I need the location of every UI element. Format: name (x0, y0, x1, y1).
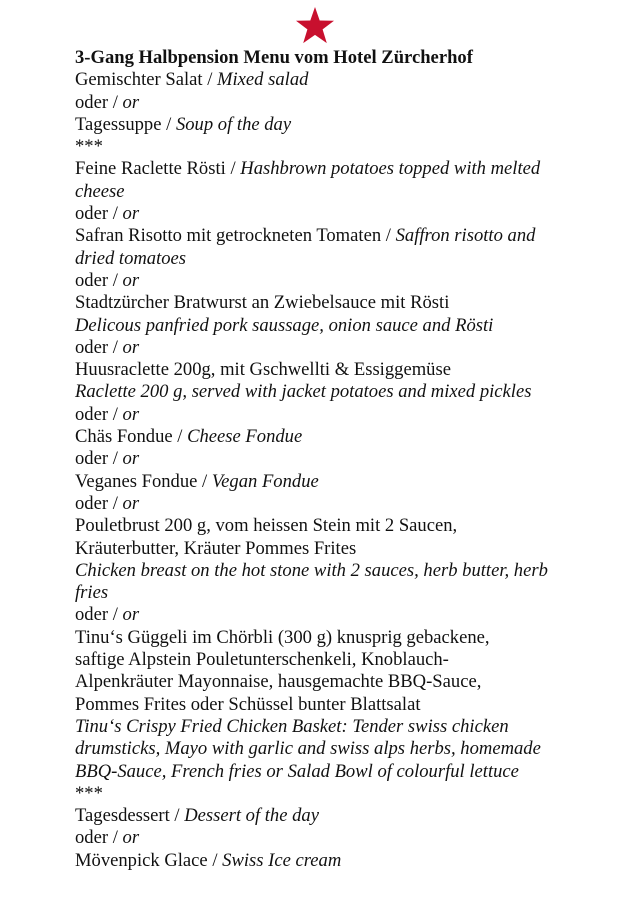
or-divider (75, 337, 570, 359)
course-item-huusraclette-de: Huusraclette 200g, mit Gschwellti & Essiggemüse (75, 359, 451, 381)
item-name-de: Chäs Fondue (75, 426, 173, 448)
course-item-guggeli-de-line-4: Pommes Frites oder Schüssel bunter Blattsalat (75, 693, 421, 715)
separator: / (225, 158, 241, 180)
or-divider (75, 92, 570, 114)
course-item-ice-cream (75, 850, 570, 872)
separator: / (172, 426, 188, 448)
or-en: or (122, 91, 140, 113)
course-item-guggeli-de-line-2: saftige Alpstein Pouletunterschenkeli, Knoblauch- (75, 649, 449, 671)
separator: / (108, 91, 123, 113)
separator: / (108, 827, 123, 849)
separator: / (202, 69, 218, 91)
course-item-guggeli-de-line-3: Alpenkräuter Mayonnaise, hausgemachte BBQ-Sauce, (75, 671, 482, 693)
or-divider (75, 827, 570, 849)
item-name-en: Saffron risotto and dried tomatoes (75, 225, 536, 269)
course-item-chicken-de-line-2: Kräuterbutter, Kräuter Pommes Frites (75, 537, 357, 559)
course-item-soup (75, 114, 570, 136)
course-item-bratwurst-de: Stadtzürcher Bratwurst an Zwiebelsauce mit Rösti (75, 292, 450, 314)
or-divider (75, 270, 570, 292)
item-name-en: Soup of the day (175, 113, 292, 135)
item-name-de: Mövenpick Glace (75, 849, 208, 871)
course-item-bratwurst-en: Delicous panfried pork saussage, onion sauce and Rösti (75, 314, 494, 336)
course-item-huusraclette-en: Raclette 200 g, served with jacket potatoes and mixed pickles (75, 381, 532, 403)
or-en: or (122, 203, 140, 225)
or-de: oder (75, 91, 109, 113)
separator: / (108, 492, 123, 514)
or-en: or (122, 604, 140, 626)
or-en: or (122, 336, 140, 358)
item-name-de: Gemischter Salat (75, 69, 203, 91)
item-name-en: Cheese Fondue (187, 426, 303, 448)
separator: / (108, 403, 123, 425)
or-de: oder (75, 403, 109, 425)
course-item-chicken-en: Chicken breast on the hot stone with 2 sauces, herb butter, herb fries (75, 559, 548, 604)
separator: / (108, 203, 123, 225)
or-de: oder (75, 336, 109, 358)
item-name-de: Feine Raclette Rösti (75, 158, 226, 180)
course-item-guggeli-de-line-1: Tinu‘s Güggeli im Chörbli (300 g) knusprig gebackene, (75, 626, 490, 648)
or-divider (75, 604, 570, 626)
separator: / (108, 604, 123, 626)
menu (75, 47, 570, 872)
or-divider (75, 448, 570, 470)
star-icon (295, 6, 335, 46)
separator: / (161, 113, 176, 135)
separator: / (108, 269, 123, 291)
or-de: oder (75, 203, 109, 225)
course-separator: *** (75, 136, 103, 158)
course-item-guggeli-en: Tinu‘s Crispy Fried Chicken Basket: Tender swiss chicken drumsticks, Mayo with garlic and swiss alps herbs, homemade BBQ-Sauce, French fries or Salad Bowl of colourful lettuce (75, 715, 541, 782)
course-item-raclette-rosti (75, 158, 570, 203)
menu-title: 3-Gang Halbpension Menu vom Hotel Zürcherhof (75, 47, 473, 68)
or-de: oder (75, 492, 109, 514)
or-divider (75, 203, 570, 225)
course-item-dessert-of-the-day (75, 805, 570, 827)
or-en: or (122, 448, 140, 470)
item-name-de: Safran Risotto mit getrockneten Tomaten (75, 225, 382, 247)
or-de: oder (75, 269, 109, 291)
item-name-en: Dessert of the day (184, 805, 319, 827)
separator: / (108, 448, 123, 470)
item-name-en: Swiss Ice cream (222, 849, 342, 871)
or-en: or (122, 492, 140, 514)
or-de: oder (75, 827, 109, 849)
item-name-de: Tagesdessert (75, 805, 170, 827)
course-item-chicken-de-line-1: Pouletbrust 200 g, vom heissen Stein mit 2 Saucen, (75, 515, 458, 537)
or-de: oder (75, 448, 109, 470)
course-item-vegan-fondue (75, 471, 570, 493)
or-de: oder (75, 604, 109, 626)
item-name-en: Vegan Fondue (211, 470, 319, 492)
separator: / (108, 336, 123, 358)
separator: / (381, 225, 396, 247)
course-item-mixed-salad (75, 69, 570, 91)
item-name-en: Hashbrown potatoes topped with melted cheese (75, 158, 541, 202)
or-en: or (122, 403, 140, 425)
or-en: or (122, 269, 140, 291)
or-divider (75, 404, 570, 426)
item-name-de: Veganes Fondue (75, 470, 198, 492)
or-en: or (122, 827, 140, 849)
course-separator: *** (75, 782, 103, 804)
separator: / (197, 470, 212, 492)
course-item-cheese-fondue (75, 426, 570, 448)
separator: / (169, 805, 185, 827)
item-name-en: Mixed salad (217, 69, 309, 91)
course-item-saffron-risotto (75, 225, 570, 270)
separator: / (207, 849, 223, 871)
item-name-de: Tagessuppe (75, 113, 162, 135)
or-divider (75, 493, 570, 515)
